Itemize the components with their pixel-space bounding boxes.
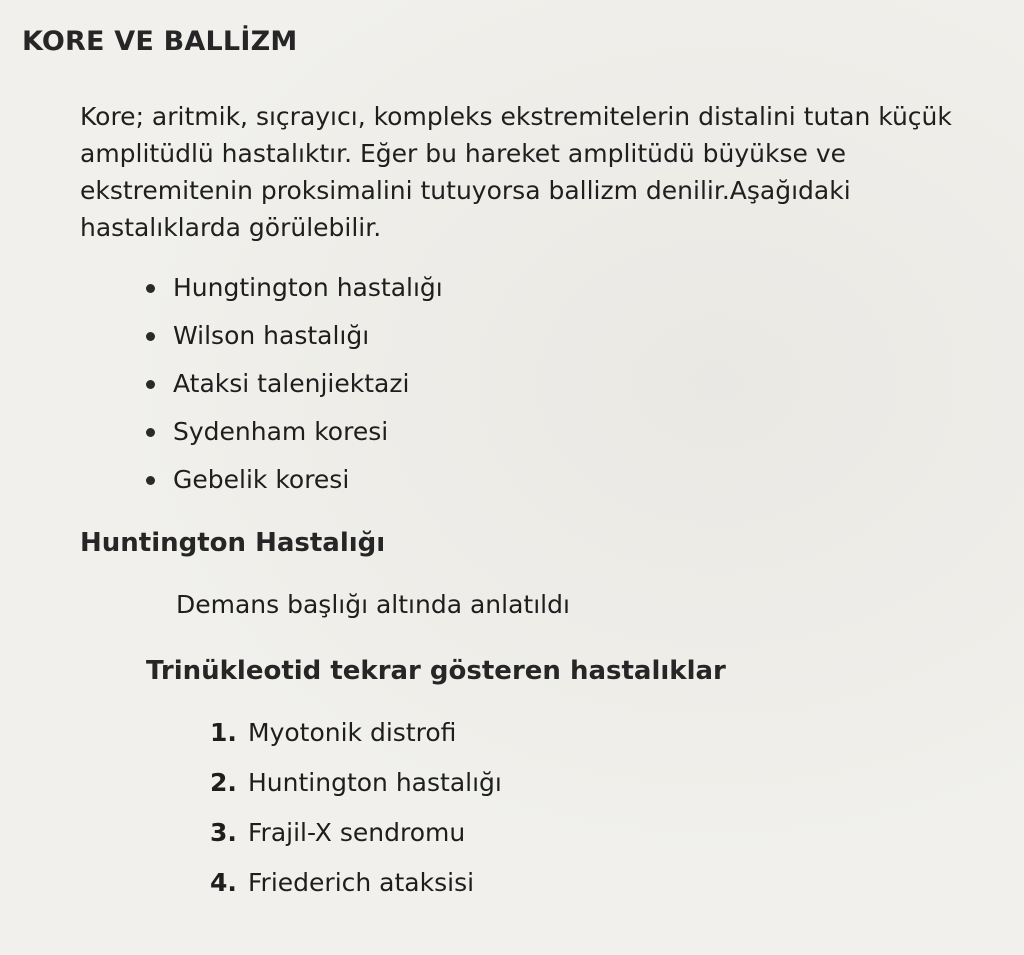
bullet-icon	[146, 380, 155, 389]
trinucleotide-heading: Trinükleotid tekrar gösteren hastalıklar	[146, 656, 726, 686]
huntington-note: Demans başlığı altında anlatıldı	[176, 590, 570, 619]
intro-paragraph	[80, 98, 1000, 246]
list-item	[140, 264, 443, 312]
list-item-label: Wilson hastalığı	[173, 321, 370, 350]
list-item-label: Friederich ataksisi	[248, 868, 475, 897]
bullet-icon	[146, 476, 155, 485]
list-item	[210, 758, 502, 808]
list-item	[210, 708, 502, 758]
list-number: 1.	[210, 718, 237, 747]
list-number: 2.	[210, 768, 237, 797]
bullet-icon	[146, 428, 155, 437]
list-item	[140, 408, 443, 456]
list-item-label: Myotonik distrofi	[248, 718, 457, 747]
list-item-label: Hungtington hastalığı	[173, 273, 443, 302]
list-item-label: Ataksi talenjiektazi	[173, 369, 410, 398]
list-item	[210, 808, 502, 858]
list-item-label: Huntington hastalığı	[248, 768, 502, 797]
intro-term: Kore	[80, 102, 136, 131]
list-item-label: Sydenham koresi	[173, 417, 389, 446]
section-heading: KORE VE BALLİZM	[22, 26, 298, 57]
bullet-icon	[146, 332, 155, 341]
list-item	[140, 360, 443, 408]
list-item	[140, 456, 443, 504]
disease-list	[140, 264, 443, 504]
intro-text: ; aritmik, sıçrayıcı, kompleks ekstremitelerin distalini tutan küçük amplitüdlü hastalıktır. Eğer bu hareket amplitüdü büyükse ve ekstremitenin proksimalini tutuyorsa ballizm denilir.Aşağıdaki hastalıklarda görülebilir.	[80, 102, 952, 242]
list-number: 3.	[210, 818, 237, 847]
huntington-heading: Huntington Hastalığı	[80, 528, 386, 558]
list-item	[140, 312, 443, 360]
bullet-icon	[146, 284, 155, 293]
list-item-label: Frajil-X sendromu	[248, 818, 466, 847]
list-item	[210, 858, 502, 908]
trinucleotide-list	[210, 708, 502, 908]
list-item-label: Gebelik koresi	[173, 465, 350, 494]
list-number: 4.	[210, 868, 237, 897]
